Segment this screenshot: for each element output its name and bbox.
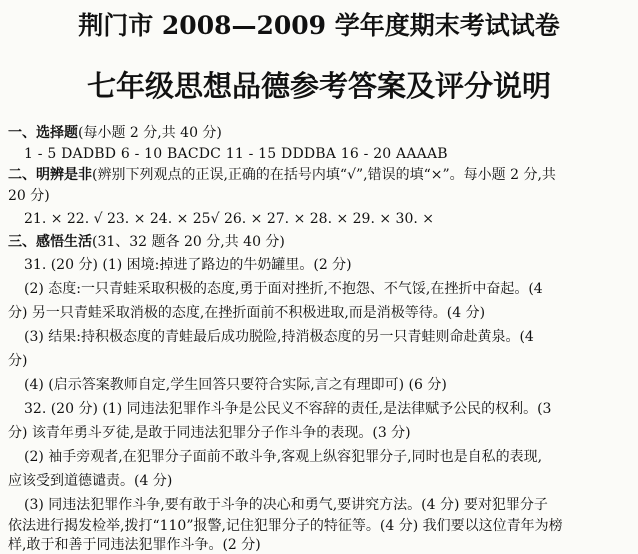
section1-heading: 一、选择题: [8, 125, 78, 141]
section3-heading: 三、感悟生活: [8, 234, 92, 250]
section2-answers: 21. × 22. √ 23. × 24. × 25√ 26. × 27. × 28. × 29. × 30. ×: [24, 211, 434, 227]
section2-note: (辨别下列观点的正误,正确的在括号内填“√”,错误的填“×”。每小题 2 分,共: [92, 167, 556, 183]
section2-note-cont: 20 分): [8, 188, 50, 204]
q31-line-1: 31. (20 分) (1) 困境:掉进了路边的牛奶罐里。(2 分): [24, 257, 352, 273]
section1-note: (每小题 2 分,共 40 分): [78, 125, 222, 141]
section3-heading-line: [8, 233, 632, 251]
q31-line-6: (4) (启示答案教师自定,学生回答只要符合实际,言之有理即可) (6 分): [24, 377, 447, 393]
exam-title: 荆门市 2008—2009 学年度期末考试试卷: [78, 11, 560, 40]
q32-line-4: 应该受到道德谴责。(4 分): [8, 473, 173, 489]
q32-line-3: (2) 袖手旁观者,在犯罪分子面前不敢斗争,客观上纵容犯罪分子,同时也是自私的表现,: [24, 449, 543, 465]
q31-line-4: (3) 结果:持积极态度的青蛙最后成功脱险,持消极态度的另一只青蛙则命赴黄泉。(4: [24, 329, 534, 345]
section2-heading-line: [8, 166, 632, 184]
answer-key-title: 七年级思想品德参考答案及评分说明: [86, 69, 551, 103]
q31-line-5: 分): [8, 353, 28, 369]
section3-note: (31、32 题各 20 分,共 40 分): [92, 234, 285, 250]
section1-heading-line: [8, 124, 632, 142]
q31-line-2: (2) 态度:一只青蛙采取积极的态度,勇于面对挫折,不抱怨、不气馁,在挫折中奋起。(4: [24, 281, 543, 297]
q31-line-3: 分) 另一只青蛙采取消极的态度,在挫折面前不积极进取,而是消极等待。(4 分): [8, 305, 486, 321]
q32-line-1: 32. (20 分) (1) 同违法犯罪作斗争是公民义不容辞的责任,是法律赋予公民的权利。(3: [24, 401, 552, 417]
q32-line-6: 依法进行揭发检举,拨打“110”报警,记住犯罪分子的特征等。(4 分) 我们要以这位青年为榜: [8, 518, 563, 534]
section1-answers: 1 - 5 DADBD 6 - 10 BACDC 11 - 15 DDDBA 16 - 20 AAAAB: [24, 146, 448, 162]
q32-line-2: 分) 该青年勇斗歹徒,是敢于同违法犯罪分子作斗争的表现。(3 分): [8, 425, 411, 441]
section2-heading: 二、明辨是非: [8, 167, 92, 183]
q32-line-7: 样,敢于和善于同违法犯罪作斗争。(2 分): [8, 537, 261, 553]
q32-line-5: (3) 同违法犯罪作斗争,要有敢于斗争的决心和勇气,要讲究方法。(4 分) 要对犯罪分子: [24, 497, 548, 513]
